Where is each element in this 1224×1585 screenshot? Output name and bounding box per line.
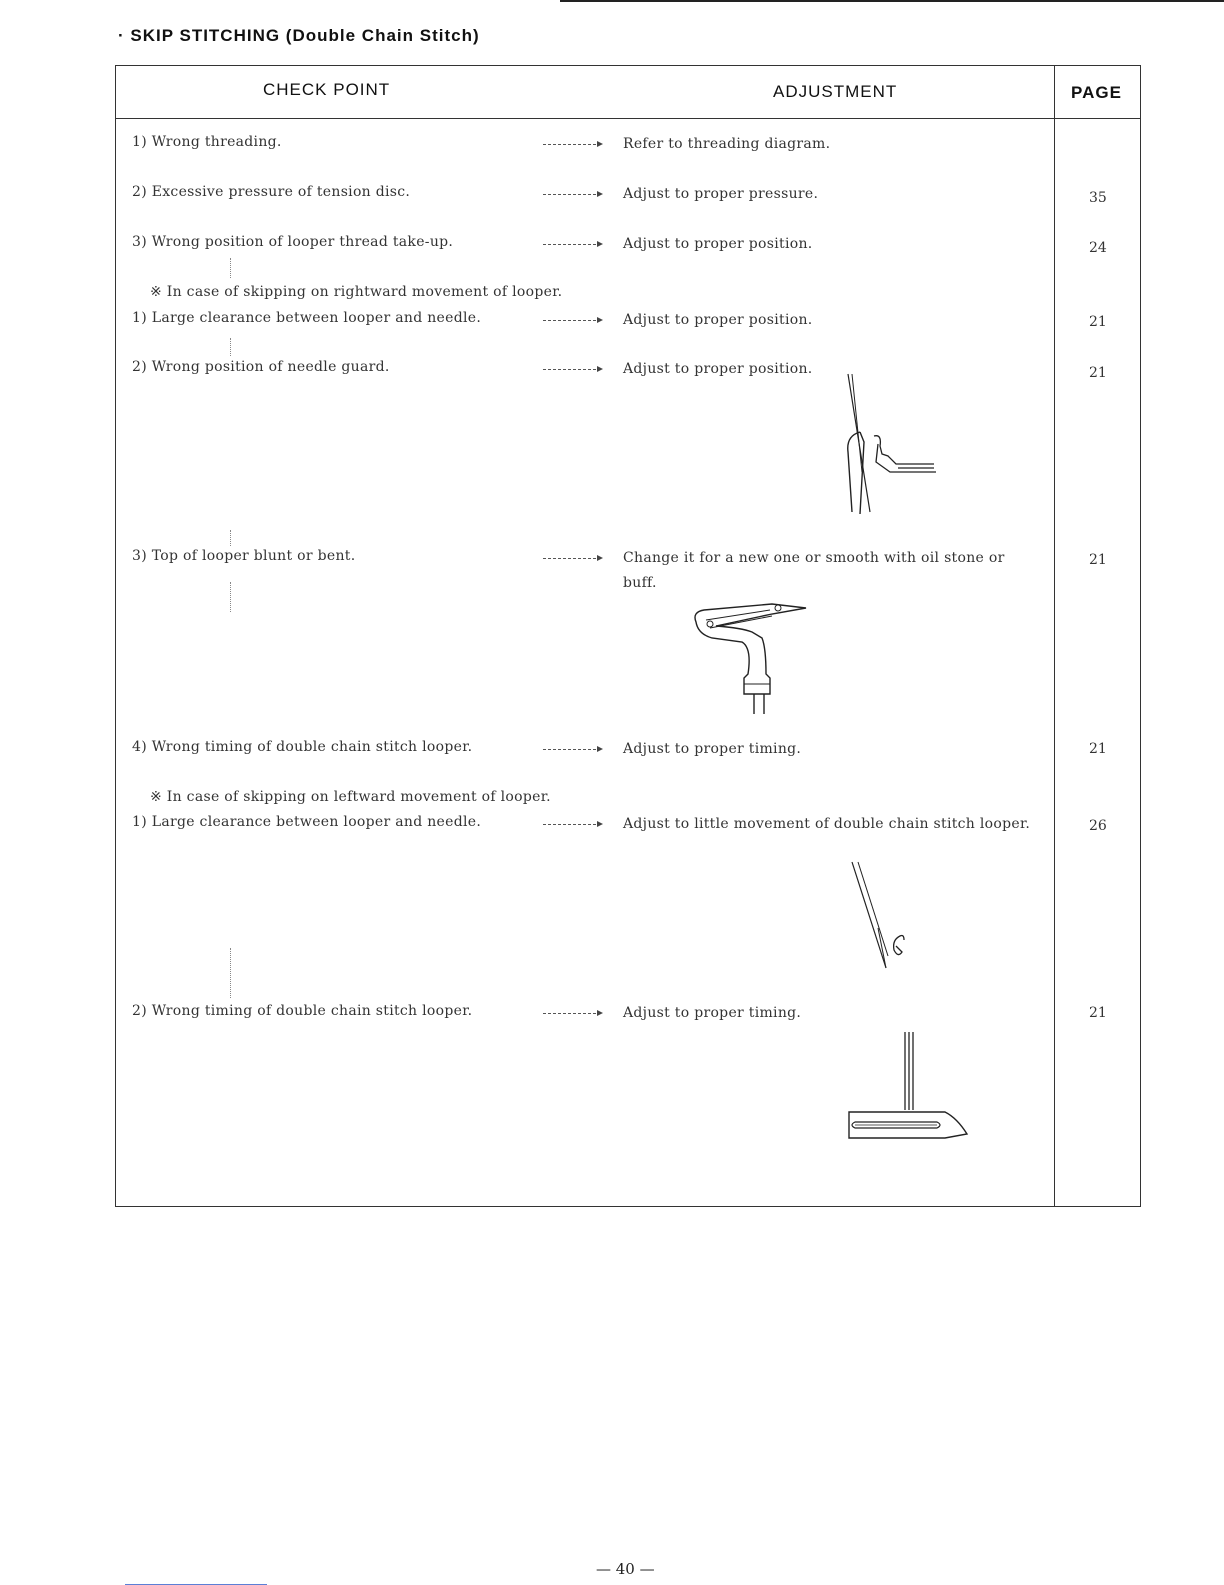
flow-connector [230, 258, 232, 278]
header-divider [115, 118, 1141, 119]
top-rule [560, 0, 1224, 2]
arrow-icon [543, 749, 601, 751]
check-point-9: 2) Wrong timing of double chain stitch looper. [132, 1003, 473, 1019]
page-ref-9: 21 [1089, 1005, 1107, 1021]
arrow-icon [543, 369, 601, 371]
adjustment-1: Refer to threading diagram. [623, 136, 831, 152]
flow-connector [230, 530, 232, 546]
adjustment-7: Adjust to proper timing. [623, 741, 802, 757]
arrow-icon [543, 558, 601, 560]
adjustment-6: Change it for a new one or smooth with oil stone or [623, 550, 1005, 566]
arrow-icon [543, 320, 601, 322]
header-check-point: CHECK POINT [263, 80, 391, 99]
flow-connector [230, 338, 232, 356]
check-point-7: 4) Wrong timing of double chain stitch looper. [132, 739, 473, 755]
header-adjustment: ADJUSTMENT [773, 82, 898, 101]
check-point-4: 1) Large clearance between looper and needle. [132, 310, 482, 326]
section-title: · SKIP STITCHING (Double Chain Stitch) [118, 26, 480, 45]
arrow-icon [543, 144, 601, 146]
adjustment-9: Adjust to proper timing. [623, 1005, 802, 1021]
needle-looper-clearance-illustration [848, 860, 918, 975]
note-leftward: ※ In case of skipping on leftward movement of looper. [150, 789, 551, 805]
adjustment-4: Adjust to proper position. [623, 312, 813, 328]
check-point-8: 1) Large clearance between looper and needle. [132, 814, 482, 830]
adjustment-8: Adjust to little movement of double chain stitch looper. [623, 816, 1031, 832]
page-ref-5: 21 [1089, 365, 1107, 381]
page-number: — 40 — [596, 1560, 655, 1578]
check-point-6: 3) Top of looper blunt or bent. [132, 548, 356, 564]
check-point-2: 2) Excessive pressure of tension disc. [132, 184, 411, 200]
flow-connector [230, 582, 232, 612]
arrow-icon [543, 824, 601, 826]
page-ref-7: 21 [1089, 741, 1107, 757]
check-point-5: 2) Wrong position of needle guard. [132, 359, 390, 375]
page-ref-3: 24 [1089, 240, 1107, 256]
header-page: PAGE [1071, 83, 1122, 102]
needle-guard-illustration [830, 372, 950, 522]
needle-timing-illustration [845, 1030, 970, 1145]
flow-connector [230, 948, 232, 998]
adjustment-2: Adjust to proper pressure. [623, 186, 819, 202]
adjustment-5: Adjust to proper position. [623, 361, 813, 377]
page-column-divider [1054, 65, 1055, 1207]
page-ref-8: 26 [1089, 818, 1107, 834]
looper-illustration [692, 598, 812, 718]
page-ref-4: 21 [1089, 314, 1107, 330]
arrow-icon [543, 244, 601, 246]
page-ref-2: 35 [1089, 190, 1107, 206]
check-point-1: 1) Wrong threading. [132, 134, 282, 150]
arrow-icon [543, 1013, 601, 1015]
adjustment-6-line2: buff. [623, 575, 657, 591]
adjustment-3: Adjust to proper position. [623, 236, 813, 252]
page-ref-6: 21 [1089, 552, 1107, 568]
arrow-icon [543, 194, 601, 196]
note-rightward: ※ In case of skipping on rightward movement of looper. [150, 284, 563, 300]
check-point-3: 3) Wrong position of looper thread take-up. [132, 234, 454, 250]
